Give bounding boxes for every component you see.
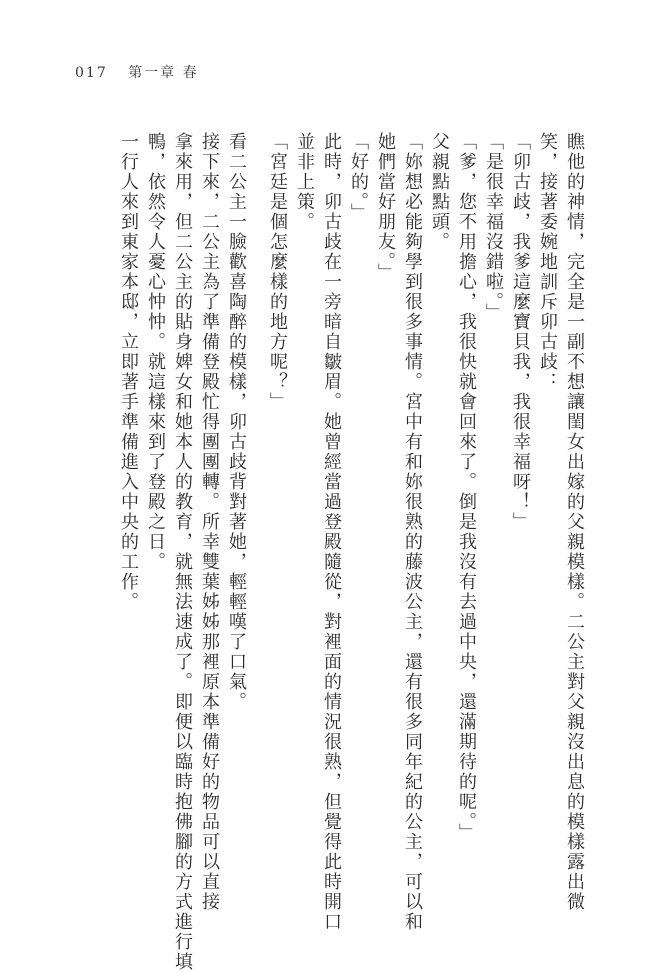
text-line: 一行人來到東家本邸，立即著手準備進入中央的工作。 xyxy=(118,132,139,612)
text-line: 鴨，依然令人憂心忡忡。就這樣來到了登殿之日。 xyxy=(145,132,166,572)
text-line: 她們當好朋友。」 xyxy=(375,132,396,283)
text-line: 「妳想必能夠學到很多事情。宮中有和妳很熟的藤波公主，還有很多同年紀的公主，可以和 xyxy=(402,132,423,932)
page-number: 017 xyxy=(75,65,108,81)
text-line: 接下來，二公主為了準備登殿忙得團團轉。所幸雙葉姊姊那裡原本準備好的物品可以直接 xyxy=(199,132,220,912)
text-line: 「卯古歧，我爹這麼寶貝我，我很幸福呀！」 xyxy=(510,132,531,532)
text-line: 「爹，您不用擔心，我很快就會回來了。倒是我沒有去過中央，還滿期待的呢。」 xyxy=(456,132,477,843)
page-header xyxy=(75,62,199,82)
text-line: 父親點點頭。 xyxy=(429,132,450,252)
chapter-title: 第一章 春 xyxy=(128,65,199,81)
text-line: 「是很幸福沒錯啦。」 xyxy=(483,132,504,323)
body-text xyxy=(68,132,588,972)
text-line: 此時，卯古歧在一旁暗自皺眉。她曾經當過登殿隨從，對裡面的情況很熟，但覺得此時開口 xyxy=(321,132,342,932)
text-line: 「宮廷是個怎麼樣的地方呢？」 xyxy=(267,132,288,412)
text-line: 拿來用，但二公主的貼身婢女和她本人的教育，就無法速成了。即便以臨時抱佛腳的方式進行填 xyxy=(172,132,193,972)
text-line: 並非上策。 xyxy=(294,132,315,232)
text-line: 笑，接著委婉地訓斥卯古歧： xyxy=(537,132,558,392)
text-line: 看二公主一臉歡喜陶醉的模樣，卯古歧背對著她，輕輕嘆了口氣。 xyxy=(226,132,247,712)
text-line: 「好的。」 xyxy=(348,132,369,223)
text-line: 瞧他的神情，完全是一副不想讓閨女出嫁的父親模樣。二公主對父親沒出息的模樣露出微 xyxy=(564,132,585,912)
